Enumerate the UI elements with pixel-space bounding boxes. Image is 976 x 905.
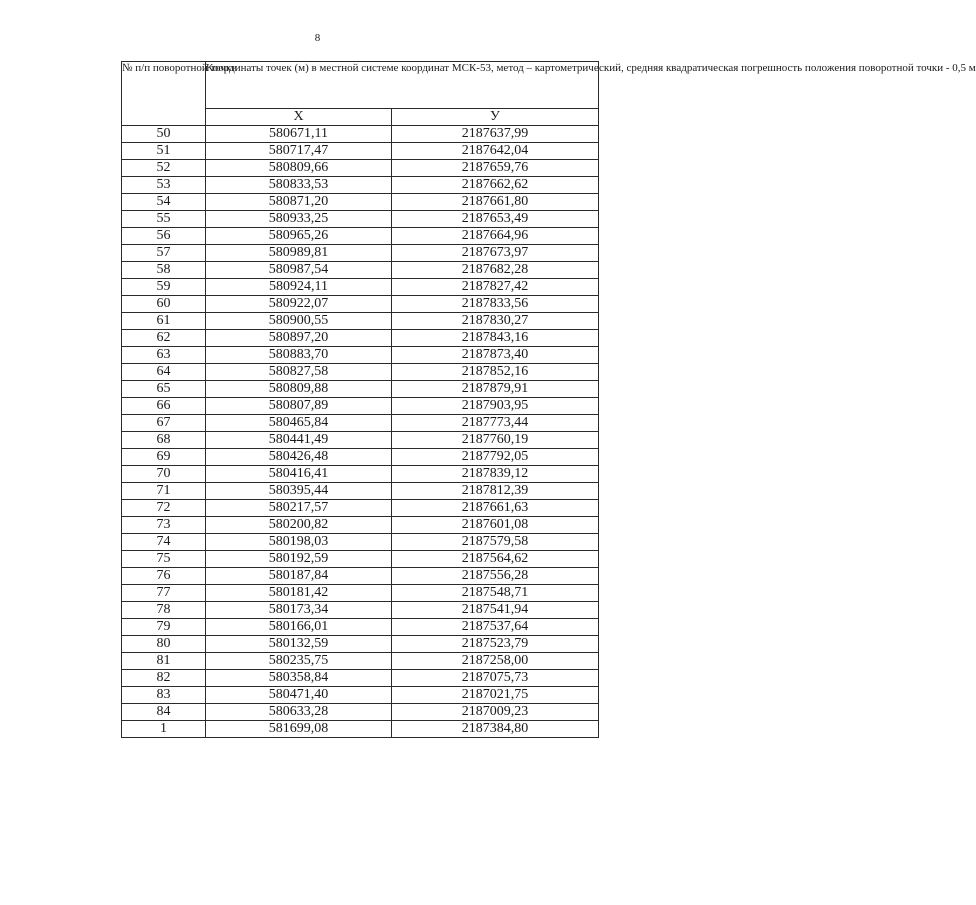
table-row bbox=[122, 619, 599, 636]
table-row bbox=[122, 585, 599, 602]
y-coordinate-cell: 2187903,95 bbox=[392, 398, 599, 415]
point-number-cell: 70 bbox=[122, 466, 206, 483]
y-coordinate-cell: 2187812,39 bbox=[392, 483, 599, 500]
table-row bbox=[122, 364, 599, 381]
point-number-cell: 71 bbox=[122, 483, 206, 500]
point-number-cell: 57 bbox=[122, 245, 206, 262]
point-number-cell: 56 bbox=[122, 228, 206, 245]
y-coordinate-cell: 2187556,28 bbox=[392, 568, 599, 585]
table-row bbox=[122, 296, 599, 313]
x-coordinate-cell: 580807,89 bbox=[206, 398, 392, 415]
table-row bbox=[122, 636, 599, 653]
table-row bbox=[122, 534, 599, 551]
table-row bbox=[122, 551, 599, 568]
y-coordinate-cell: 2187830,27 bbox=[392, 313, 599, 330]
point-number-cell: 53 bbox=[122, 177, 206, 194]
x-coordinate-cell: 580900,55 bbox=[206, 313, 392, 330]
point-number-cell: 82 bbox=[122, 670, 206, 687]
x-coordinate-cell: 580181,42 bbox=[206, 585, 392, 602]
x-coordinate-cell: 580217,57 bbox=[206, 500, 392, 517]
x-coordinate-cell: 580198,03 bbox=[206, 534, 392, 551]
table-row bbox=[122, 177, 599, 194]
y-coordinate-cell: 2187258,00 bbox=[392, 653, 599, 670]
point-number-cell: 83 bbox=[122, 687, 206, 704]
x-coordinate-cell: 580671,11 bbox=[206, 126, 392, 143]
y-coordinate-cell: 2187879,91 bbox=[392, 381, 599, 398]
y-coordinate-cell: 2187659,76 bbox=[392, 160, 599, 177]
point-number-cell: 84 bbox=[122, 704, 206, 721]
point-number-cell: 76 bbox=[122, 568, 206, 585]
table-row bbox=[122, 381, 599, 398]
y-coordinate-cell: 2187642,04 bbox=[392, 143, 599, 160]
point-number-cell: 68 bbox=[122, 432, 206, 449]
y-coordinate-cell: 2187673,97 bbox=[392, 245, 599, 262]
y-coordinate-cell: 2187664,96 bbox=[392, 228, 599, 245]
x-coordinate-cell: 580426,48 bbox=[206, 449, 392, 466]
point-number-cell: 51 bbox=[122, 143, 206, 160]
point-number-cell: 67 bbox=[122, 415, 206, 432]
table-row bbox=[122, 415, 599, 432]
table-row bbox=[122, 313, 599, 330]
point-number-cell: 69 bbox=[122, 449, 206, 466]
y-coordinate-cell: 2187760,19 bbox=[392, 432, 599, 449]
point-number-cell: 77 bbox=[122, 585, 206, 602]
table-row bbox=[122, 160, 599, 177]
header-point-number: № п/п поворотной точки bbox=[122, 62, 206, 126]
table-row bbox=[122, 194, 599, 211]
y-coordinate-cell: 2187827,42 bbox=[392, 279, 599, 296]
point-number-cell: 50 bbox=[122, 126, 206, 143]
x-coordinate-cell: 580633,28 bbox=[206, 704, 392, 721]
table-row bbox=[122, 517, 599, 534]
x-coordinate-cell: 580933,25 bbox=[206, 211, 392, 228]
header-x: X bbox=[206, 109, 392, 126]
y-coordinate-cell: 2187523,79 bbox=[392, 636, 599, 653]
x-coordinate-cell: 581699,08 bbox=[206, 721, 392, 738]
x-coordinate-cell: 580883,70 bbox=[206, 347, 392, 364]
table-row bbox=[122, 704, 599, 721]
x-coordinate-cell: 580192,59 bbox=[206, 551, 392, 568]
point-number-cell: 1 bbox=[122, 721, 206, 738]
x-coordinate-cell: 580871,20 bbox=[206, 194, 392, 211]
table-row bbox=[122, 245, 599, 262]
x-coordinate-cell: 580827,58 bbox=[206, 364, 392, 381]
y-coordinate-cell: 2187773,44 bbox=[392, 415, 599, 432]
y-coordinate-cell: 2187601,08 bbox=[392, 517, 599, 534]
y-coordinate-cell: 2187637,99 bbox=[392, 126, 599, 143]
point-number-cell: 62 bbox=[122, 330, 206, 347]
point-number-cell: 80 bbox=[122, 636, 206, 653]
table-row bbox=[122, 279, 599, 296]
x-coordinate-cell: 580897,20 bbox=[206, 330, 392, 347]
y-coordinate-cell: 2187537,64 bbox=[392, 619, 599, 636]
x-coordinate-cell: 580395,44 bbox=[206, 483, 392, 500]
x-coordinate-cell: 580166,01 bbox=[206, 619, 392, 636]
point-number-cell: 75 bbox=[122, 551, 206, 568]
y-coordinate-cell: 2187009,23 bbox=[392, 704, 599, 721]
point-number-cell: 64 bbox=[122, 364, 206, 381]
y-coordinate-cell: 2187579,58 bbox=[392, 534, 599, 551]
x-coordinate-cell: 580465,84 bbox=[206, 415, 392, 432]
table-row bbox=[122, 653, 599, 670]
x-coordinate-cell: 580471,40 bbox=[206, 687, 392, 704]
point-number-cell: 60 bbox=[122, 296, 206, 313]
point-number-cell: 66 bbox=[122, 398, 206, 415]
y-coordinate-cell: 2187839,12 bbox=[392, 466, 599, 483]
point-number-cell: 63 bbox=[122, 347, 206, 364]
table-row bbox=[122, 262, 599, 279]
x-coordinate-cell: 580965,26 bbox=[206, 228, 392, 245]
table-row bbox=[122, 500, 599, 517]
table-row bbox=[122, 143, 599, 160]
x-coordinate-cell: 580235,75 bbox=[206, 653, 392, 670]
y-coordinate-cell: 2187021,75 bbox=[392, 687, 599, 704]
point-number-cell: 65 bbox=[122, 381, 206, 398]
point-number-cell: 52 bbox=[122, 160, 206, 177]
x-coordinate-cell: 580987,54 bbox=[206, 262, 392, 279]
x-coordinate-cell: 580132,59 bbox=[206, 636, 392, 653]
table-row bbox=[122, 449, 599, 466]
coordinates-table bbox=[121, 61, 976, 738]
table-row bbox=[122, 347, 599, 364]
table-body bbox=[122, 126, 599, 738]
y-coordinate-cell: 2187564,62 bbox=[392, 551, 599, 568]
x-coordinate-cell: 580809,88 bbox=[206, 381, 392, 398]
y-coordinate-cell: 2187661,63 bbox=[392, 500, 599, 517]
x-coordinate-cell: 580187,84 bbox=[206, 568, 392, 585]
point-number-cell: 78 bbox=[122, 602, 206, 619]
table-row bbox=[122, 483, 599, 500]
y-coordinate-cell: 2187843,16 bbox=[392, 330, 599, 347]
x-coordinate-cell: 580416,41 bbox=[206, 466, 392, 483]
y-coordinate-cell: 2187075,73 bbox=[392, 670, 599, 687]
header-coordinates-description: Координаты точек (м) в местной системе координат МСК-53, метод – картометрический, средняя квадратическая погрешность положения поворотной точки - 0,5 м bbox=[206, 62, 599, 109]
y-coordinate-cell: 2187682,28 bbox=[392, 262, 599, 279]
table-row bbox=[122, 687, 599, 704]
point-number-cell: 55 bbox=[122, 211, 206, 228]
x-coordinate-cell: 580922,07 bbox=[206, 296, 392, 313]
y-coordinate-cell: 2187541,94 bbox=[392, 602, 599, 619]
table-row bbox=[122, 211, 599, 228]
x-coordinate-cell: 580809,66 bbox=[206, 160, 392, 177]
page-number: 8 bbox=[314, 32, 321, 44]
y-coordinate-cell: 2187653,49 bbox=[392, 211, 599, 228]
point-number-cell: 81 bbox=[122, 653, 206, 670]
point-number-cell: 73 bbox=[122, 517, 206, 534]
table-row bbox=[122, 602, 599, 619]
table-row bbox=[122, 670, 599, 687]
y-coordinate-cell: 2187873,40 bbox=[392, 347, 599, 364]
table-row bbox=[122, 721, 599, 738]
y-coordinate-cell: 2187792,05 bbox=[392, 449, 599, 466]
x-coordinate-cell: 580173,34 bbox=[206, 602, 392, 619]
point-number-cell: 79 bbox=[122, 619, 206, 636]
table-row bbox=[122, 568, 599, 585]
point-number-cell: 58 bbox=[122, 262, 206, 279]
x-coordinate-cell: 580833,53 bbox=[206, 177, 392, 194]
table-row bbox=[122, 330, 599, 347]
point-number-cell: 72 bbox=[122, 500, 206, 517]
table-row bbox=[122, 466, 599, 483]
table-row bbox=[122, 126, 599, 143]
point-number-cell: 59 bbox=[122, 279, 206, 296]
table-row bbox=[122, 398, 599, 415]
x-coordinate-cell: 580358,84 bbox=[206, 670, 392, 687]
x-coordinate-cell: 580441,49 bbox=[206, 432, 392, 449]
point-number-cell: 54 bbox=[122, 194, 206, 211]
point-number-cell: 61 bbox=[122, 313, 206, 330]
table-row bbox=[122, 432, 599, 449]
header-y: У bbox=[392, 109, 599, 126]
x-coordinate-cell: 580717,47 bbox=[206, 143, 392, 160]
y-coordinate-cell: 2187661,80 bbox=[392, 194, 599, 211]
x-coordinate-cell: 580924,11 bbox=[206, 279, 392, 296]
table-row bbox=[122, 228, 599, 245]
y-coordinate-cell: 2187852,16 bbox=[392, 364, 599, 381]
x-coordinate-cell: 580200,82 bbox=[206, 517, 392, 534]
y-coordinate-cell: 2187662,62 bbox=[392, 177, 599, 194]
point-number-cell: 74 bbox=[122, 534, 206, 551]
x-coordinate-cell: 580989,81 bbox=[206, 245, 392, 262]
y-coordinate-cell: 2187384,80 bbox=[392, 721, 599, 738]
y-coordinate-cell: 2187833,56 bbox=[392, 296, 599, 313]
y-coordinate-cell: 2187548,71 bbox=[392, 585, 599, 602]
